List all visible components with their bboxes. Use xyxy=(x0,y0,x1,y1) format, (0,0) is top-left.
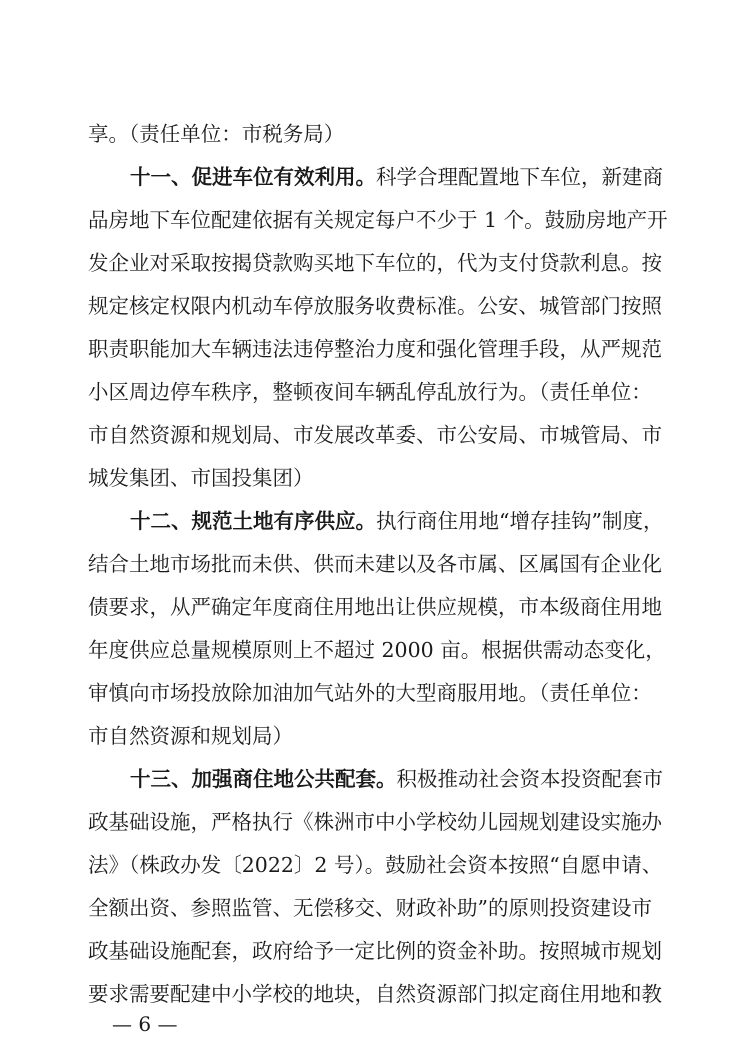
text-line: 享。（责任单位：市税务局） xyxy=(88,122,345,146)
text-fragment: 科学合理配置地下车位，新建商 xyxy=(376,165,663,189)
text-line: 年度供应总量规模原则上不超过 2000 亩。根据供需动态变化， xyxy=(88,638,666,662)
section-heading-13: 十三、加强商住地公共配套。 xyxy=(130,767,397,791)
text-line: 市自然资源和规划局） xyxy=(88,724,293,748)
section-heading-12: 十二、规范土地有序供应。 xyxy=(130,509,376,533)
text-line: 发企业对采取按揭贷款购买地下车位的，代为支付贷款利息。按 xyxy=(88,251,662,275)
page-number: — 6 — xyxy=(112,1012,178,1036)
paragraph-11-first-line xyxy=(88,165,663,189)
text-line: 要求需要配建中小学校的地块，自然资源部门拟定商住用地和教 xyxy=(88,982,662,1006)
text-fragment: 执行商住用地“增存挂钩”制度， xyxy=(376,509,664,533)
text-line: 小区周边停车秩序，整顿夜间车辆乱停乱放行为。（责任单位： xyxy=(88,380,652,404)
text-line: 全额出资、参照监管、无偿移交、财政补助”的原则投资建设市 xyxy=(88,896,652,920)
text-fragment: 积极推动社会资本投资配套市 xyxy=(396,767,663,791)
text-line: 政基础设施配套，政府给予一定比例的资金补助。按照城市规划 xyxy=(88,939,662,963)
text-line: 债要求，从严确定年度商住用地出让供应规模，市本级商住用地 xyxy=(88,595,662,619)
text-line: 政基础设施，严格执行《株洲市中小学校幼儿园规划建设实施办 xyxy=(88,810,662,834)
text-line: 审慎向市场投放除加油加气站外的大型商服用地。（责任单位： xyxy=(88,681,652,705)
paragraph-12-first-line xyxy=(88,509,664,533)
text-line: 城发集团、市国投集团） xyxy=(88,466,314,490)
section-heading-11: 十一、促进车位有效利用。 xyxy=(130,165,376,189)
text-line: 法》（株政办发〔2022〕2 号）。鼓励社会资本按照“自愿申请、 xyxy=(88,853,663,877)
text-line: 规定核定权限内机动车停放服务收费标准。公安、城管部门按照 xyxy=(88,294,662,318)
text-line: 市自然资源和规划局、市发展改革委、市公安局、市城管局、市 xyxy=(88,423,662,447)
text-line: 职责职能加大车辆违法违停整治力度和强化管理手段，从严规范 xyxy=(88,337,662,361)
text-line: 结合土地市场批而未供、供而未建以及各市属、区属国有企业化 xyxy=(88,552,662,576)
paragraph-13-first-line xyxy=(88,767,663,791)
text-line: 品房地下车位配建依据有关规定每户不少于 1 个。鼓励房地产开 xyxy=(88,208,668,232)
